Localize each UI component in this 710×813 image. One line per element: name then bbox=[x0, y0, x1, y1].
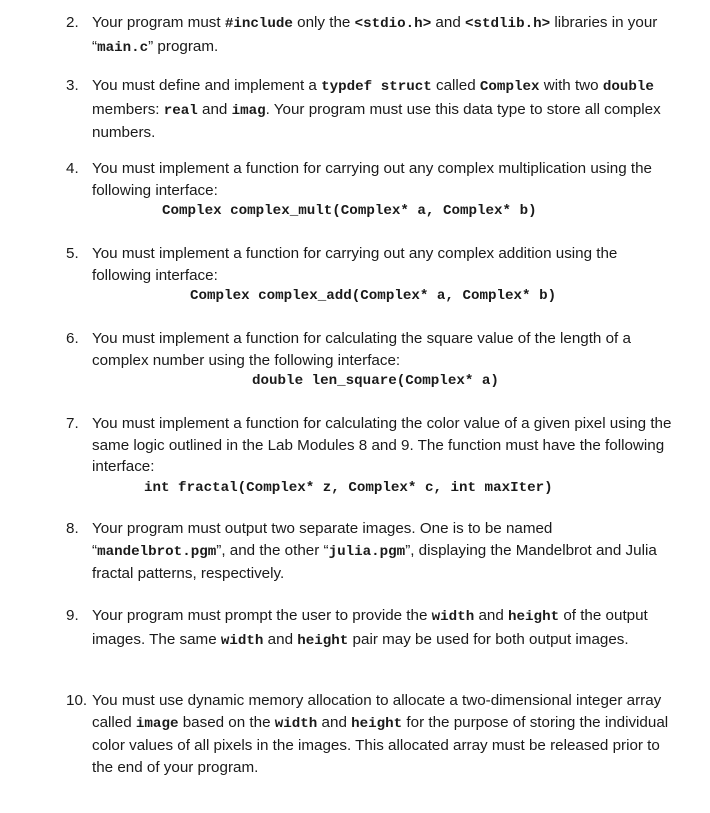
requirement-item-9 bbox=[66, 605, 676, 652]
item-number: 6. bbox=[66, 330, 79, 347]
interface-code: double len_square(Complex* a) bbox=[252, 373, 499, 389]
text-run: pair may be used for both output images. bbox=[348, 630, 629, 648]
code-term: double bbox=[602, 79, 654, 95]
item-text bbox=[92, 158, 676, 201]
text-run: ”, displaying the Mandelbrot and Julia fractal patterns, respectively. bbox=[92, 541, 657, 582]
code-term: julia.pgm bbox=[328, 543, 406, 560]
text-run: You must use dynamic memory allocation to allocate a two-dimensional integer array called bbox=[92, 692, 662, 731]
code-term: real bbox=[163, 102, 198, 119]
text-run: ” program. bbox=[148, 37, 219, 55]
text-run: . Your program must use this data type to store all complex numbers. bbox=[92, 100, 661, 141]
text-run: You must implement a function for carrying out any complex multiplication using the following interface: bbox=[92, 160, 652, 199]
item-number: 4. bbox=[66, 160, 79, 177]
code-term: imag bbox=[231, 102, 266, 119]
item-text bbox=[92, 690, 676, 778]
item-text bbox=[92, 328, 676, 371]
requirement-item-10 bbox=[66, 690, 676, 778]
text-run: Your program must prompt the user to provide the bbox=[92, 607, 432, 624]
item-number: 9. bbox=[66, 607, 79, 624]
code-term: mandelbrot.pgm bbox=[97, 543, 217, 560]
code-term: height bbox=[297, 632, 349, 649]
text-run: and bbox=[317, 713, 352, 731]
requirement-item-4 bbox=[66, 158, 676, 223]
requirement-item-6 bbox=[66, 328, 676, 393]
interface-code: Complex complex_mult(Complex* a, Complex* b) bbox=[162, 203, 537, 219]
text-run: and bbox=[197, 100, 232, 118]
item-text bbox=[92, 605, 676, 652]
code-term: width bbox=[431, 609, 475, 625]
text-run: for the purpose of storing the individual color values of all pixels in the images. This allocated array must be released prior to the end of your program. bbox=[92, 713, 669, 776]
text-run: libraries in your “ bbox=[92, 14, 658, 55]
text-run: members: bbox=[92, 100, 164, 118]
requirement-item-7 bbox=[66, 413, 676, 499]
code-term: #include bbox=[224, 16, 293, 32]
code-term: typdef struct bbox=[321, 79, 432, 95]
text-run: and bbox=[263, 630, 298, 648]
item-number: 7. bbox=[66, 415, 79, 432]
item-number: 8. bbox=[66, 520, 79, 537]
text-run: called bbox=[431, 77, 480, 94]
requirement-item-8 bbox=[66, 518, 676, 585]
text-run: and bbox=[431, 14, 465, 31]
requirement-item-2 bbox=[66, 12, 676, 59]
item-text bbox=[92, 12, 676, 59]
item-number: 5. bbox=[66, 245, 79, 262]
code-term: <stdlib.h> bbox=[464, 16, 551, 32]
item-text bbox=[92, 518, 676, 585]
item-text bbox=[92, 413, 676, 478]
text-run: based on the bbox=[178, 713, 275, 731]
text-run: Your program must bbox=[92, 14, 225, 31]
text-run: of the output images. The same bbox=[92, 607, 648, 648]
code-term: <stdio.h> bbox=[354, 16, 432, 32]
code-term: image bbox=[135, 715, 179, 732]
item-text bbox=[92, 243, 676, 286]
text-run: You must define and implement a bbox=[92, 77, 322, 94]
item-number: 10. bbox=[66, 692, 88, 709]
text-run: with two bbox=[539, 77, 603, 94]
item-number: 2. bbox=[66, 14, 79, 31]
code-term: width bbox=[220, 632, 264, 649]
code-term: main.c bbox=[97, 39, 149, 56]
code-term: width bbox=[274, 715, 318, 732]
requirement-item-5 bbox=[66, 243, 676, 308]
text-run: ”, and the other “ bbox=[216, 541, 329, 559]
code-term: height bbox=[351, 715, 403, 732]
text-run: You must implement a function for calculating the color value of a given pixel using the same logic outlined in the Lab Modules 8 and 9. The function must have the following interface: bbox=[92, 415, 672, 475]
text-run: only the bbox=[292, 14, 355, 31]
item-number: 3. bbox=[66, 77, 79, 94]
interface-code: Complex complex_add(Complex* a, Complex* b) bbox=[190, 288, 557, 304]
text-run: and bbox=[474, 607, 509, 624]
requirement-item-3 bbox=[66, 75, 676, 144]
text-run: You must implement a function for calculating the square value of the length of a complex number using the following interface: bbox=[92, 330, 631, 369]
code-term: height bbox=[508, 609, 560, 625]
item-text bbox=[92, 75, 676, 144]
text-run: You must implement a function for carrying out any complex addition using the following interface: bbox=[92, 245, 618, 284]
interface-code: int fractal(Complex* z, Complex* c, int maxIter) bbox=[144, 479, 553, 496]
code-term: Complex bbox=[479, 79, 540, 95]
text-run: Your program must output two separate images. One is to be named “ bbox=[92, 520, 553, 559]
